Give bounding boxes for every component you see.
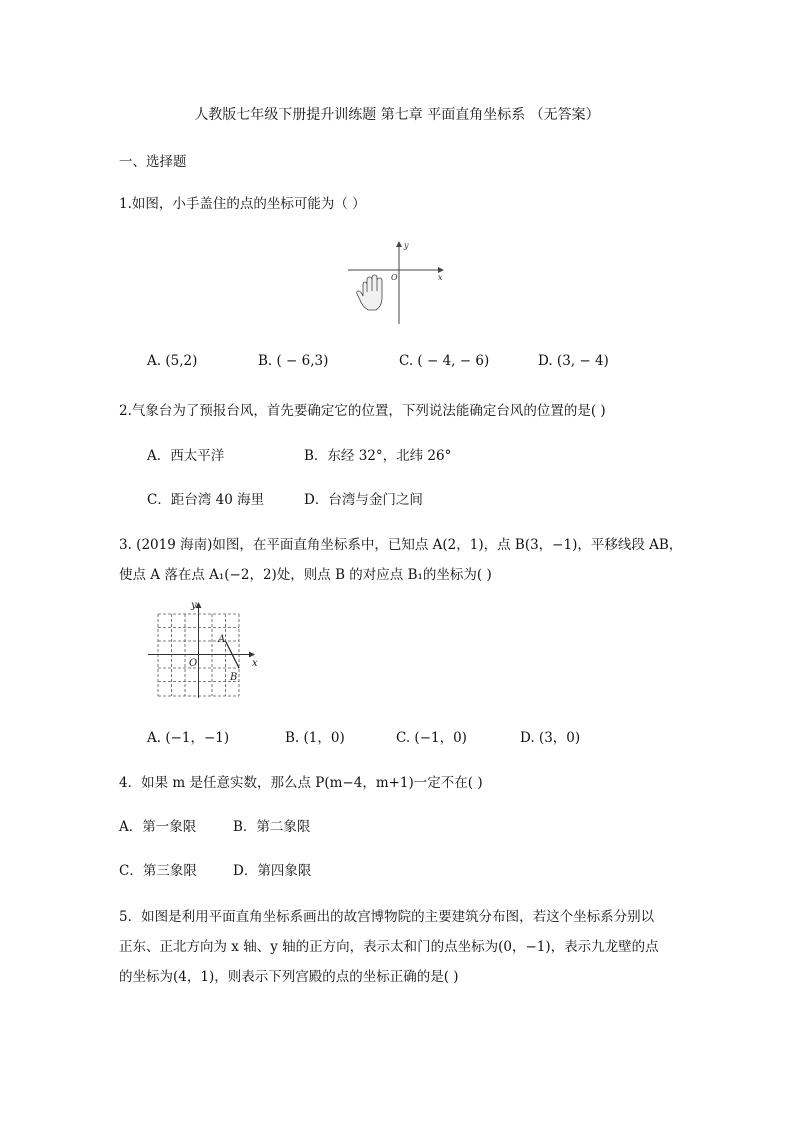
q2-option-c: C．距台湾 40 海里: [147, 492, 265, 508]
q3-line-1: 3. (2019 海南)如图，在平面直角坐标系中，已知点 A(2，1)，点 B(3，−1)，平移线段 AB，: [119, 537, 683, 553]
q2-option-d: D．台湾与金门之间: [304, 492, 423, 508]
q5-line-1: 5．如图是利用平面直角坐标系画出的故宫博物院的主要建筑分布图，若这个坐标系分别以: [119, 909, 655, 925]
q4-option-b: B．第二象限: [233, 819, 311, 835]
q5-line-2: 正东、正北方向为 x 轴、y 轴的正方向，表示太和门的点坐标为(0，−1)，表示九龙壁的点: [119, 939, 659, 955]
q3-origin-label: O: [189, 658, 198, 669]
q1-option-b: B. ( − 6,3): [258, 353, 329, 369]
q1-option-a: A. (5,2): [147, 353, 198, 369]
q2-option-a: A．西太平洋: [147, 448, 225, 464]
q3-option-d: D. (3，0): [520, 730, 581, 746]
q3-y-label: y: [191, 600, 197, 611]
q2-option-b: B．东经 32°，北纬 26°: [304, 448, 452, 464]
q1-y-label: y: [404, 241, 409, 250]
q3-point-b-label: B: [230, 672, 238, 683]
q3-option-a: A. (−1，−1): [147, 730, 230, 746]
q5-line-3: 的坐标为(4，1)，则表示下列宫殿的点的坐标正确的是( ): [119, 969, 459, 985]
q1-option-c: C. ( − 4, − 6): [399, 353, 490, 369]
q1-figure: [346, 238, 448, 326]
q4-option-d: D．第四象限: [233, 863, 312, 879]
q1-origin-label: O: [391, 273, 398, 282]
q3-option-c: C. (−1，0): [396, 730, 467, 746]
page-title: 人教版七年级下册提升训练题 第七章 平面直角坐标系 （无答案）: [194, 107, 600, 123]
q4-option-c: C．第三象限: [119, 863, 197, 879]
section-heading: 一、选择题: [119, 154, 187, 170]
q1-stem: 1.如图，小手盖住的点的坐标可能为（ ）: [119, 196, 366, 212]
q1-option-d: D. (3, − 4): [538, 353, 609, 369]
q2-stem: 2.气象台为了预报台风，首先要确定它的位置，下列说法能确定台风的位置的是( ): [119, 403, 606, 419]
q3-figure: [146, 598, 264, 700]
q3-line-2: 使点 A 落在点 A₁(−2，2)处，则点 B 的对应点 B₁的坐标为( ): [119, 567, 492, 583]
q4-option-a: A．第一象限: [119, 819, 197, 835]
q4-stem: 4．如果 m 是任意实数，那么点 P(m−4，m+1)一定不在( ): [119, 775, 483, 791]
q1-x-label: x: [438, 273, 443, 282]
q3-option-b: B. (1，0): [285, 730, 345, 746]
q3-point-a-label: A: [218, 634, 226, 645]
q3-x-label: x: [252, 658, 258, 669]
